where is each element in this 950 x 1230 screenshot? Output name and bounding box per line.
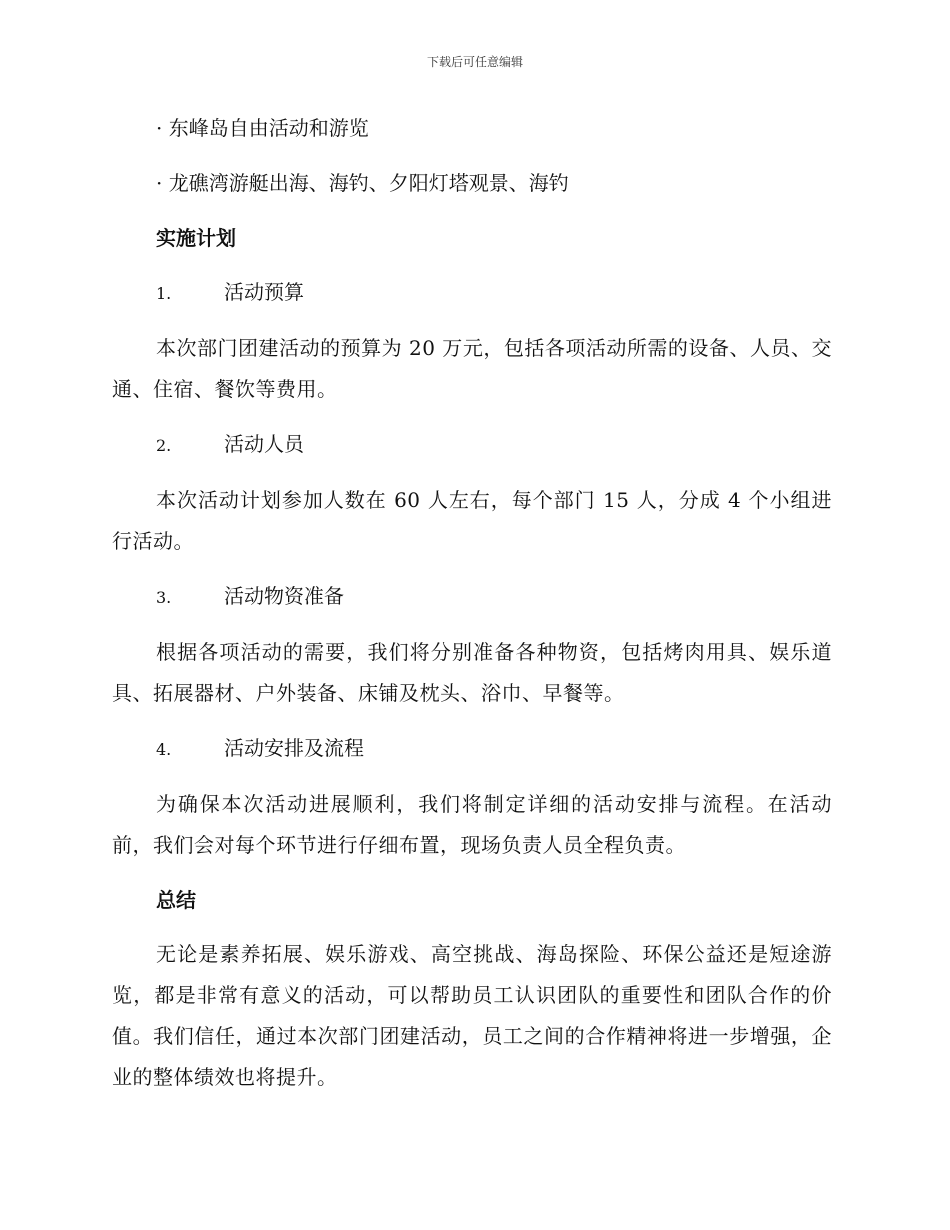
bullet-item: · 东峰岛自由活动和游览 bbox=[156, 116, 369, 140]
section-title-plan: 实施计划 bbox=[156, 226, 236, 250]
plan-item-paragraph: 本次部门团建活动的预算为 20 万元，包括各项活动所需的设备、人员、交通、住宿、餐饮等费用。 bbox=[112, 336, 832, 401]
plan-item-number: 1. bbox=[156, 284, 172, 303]
plan-item-number: 2. bbox=[156, 436, 172, 455]
plan-item-number: 3. bbox=[156, 588, 172, 607]
section-title-summary: 总结 bbox=[156, 888, 196, 912]
plan-item-heading bbox=[156, 424, 832, 466]
plan-item-title: 活动安排及流程 bbox=[224, 736, 364, 760]
plan-item-title: 活动预算 bbox=[224, 280, 304, 304]
plan-item-title: 活动人员 bbox=[224, 432, 304, 456]
plan-item-heading bbox=[156, 728, 832, 770]
plan-item-title: 活动物资准备 bbox=[224, 584, 344, 608]
plan-item-paragraph: 根据各项活动的需要，我们将分别准备各种物资，包括烤肉用具、娱乐道具、拓展器材、户外装备、床铺及枕头、浴巾、早餐等。 bbox=[112, 640, 832, 705]
plan-item-heading bbox=[156, 272, 832, 314]
plan-item-paragraph: 为确保本次活动进展顺利，我们将制定详细的活动安排与流程。在活动前，我们会对每个环节进行仔细布置，现场负责人员全程负责。 bbox=[112, 792, 832, 857]
bullet-item: · 龙礁湾游艇出海、海钓、夕阳灯塔观景、海钓 bbox=[156, 171, 569, 195]
summary-paragraph: 无论是素养拓展、娱乐游戏、高空挑战、海岛探险、环保公益还是短途游览，都是非常有意义的活动，可以帮助员工认识团队的重要性和团队合作的价值。我们信任，通过本次部门团建活动，员工之间的合作精神将进一步增强，企业的整体绩效也将提升。 bbox=[112, 942, 832, 1089]
plan-item-number: 4. bbox=[156, 740, 172, 759]
page-header: 下载后可任意编辑 bbox=[426, 55, 523, 69]
plan-item-paragraph: 本次活动计划参加人数在 60 人左右，每个部门 15 人，分成 4 个小组进行活动。 bbox=[112, 488, 832, 553]
plan-item-heading bbox=[156, 576, 832, 618]
document-body bbox=[112, 108, 832, 1112]
